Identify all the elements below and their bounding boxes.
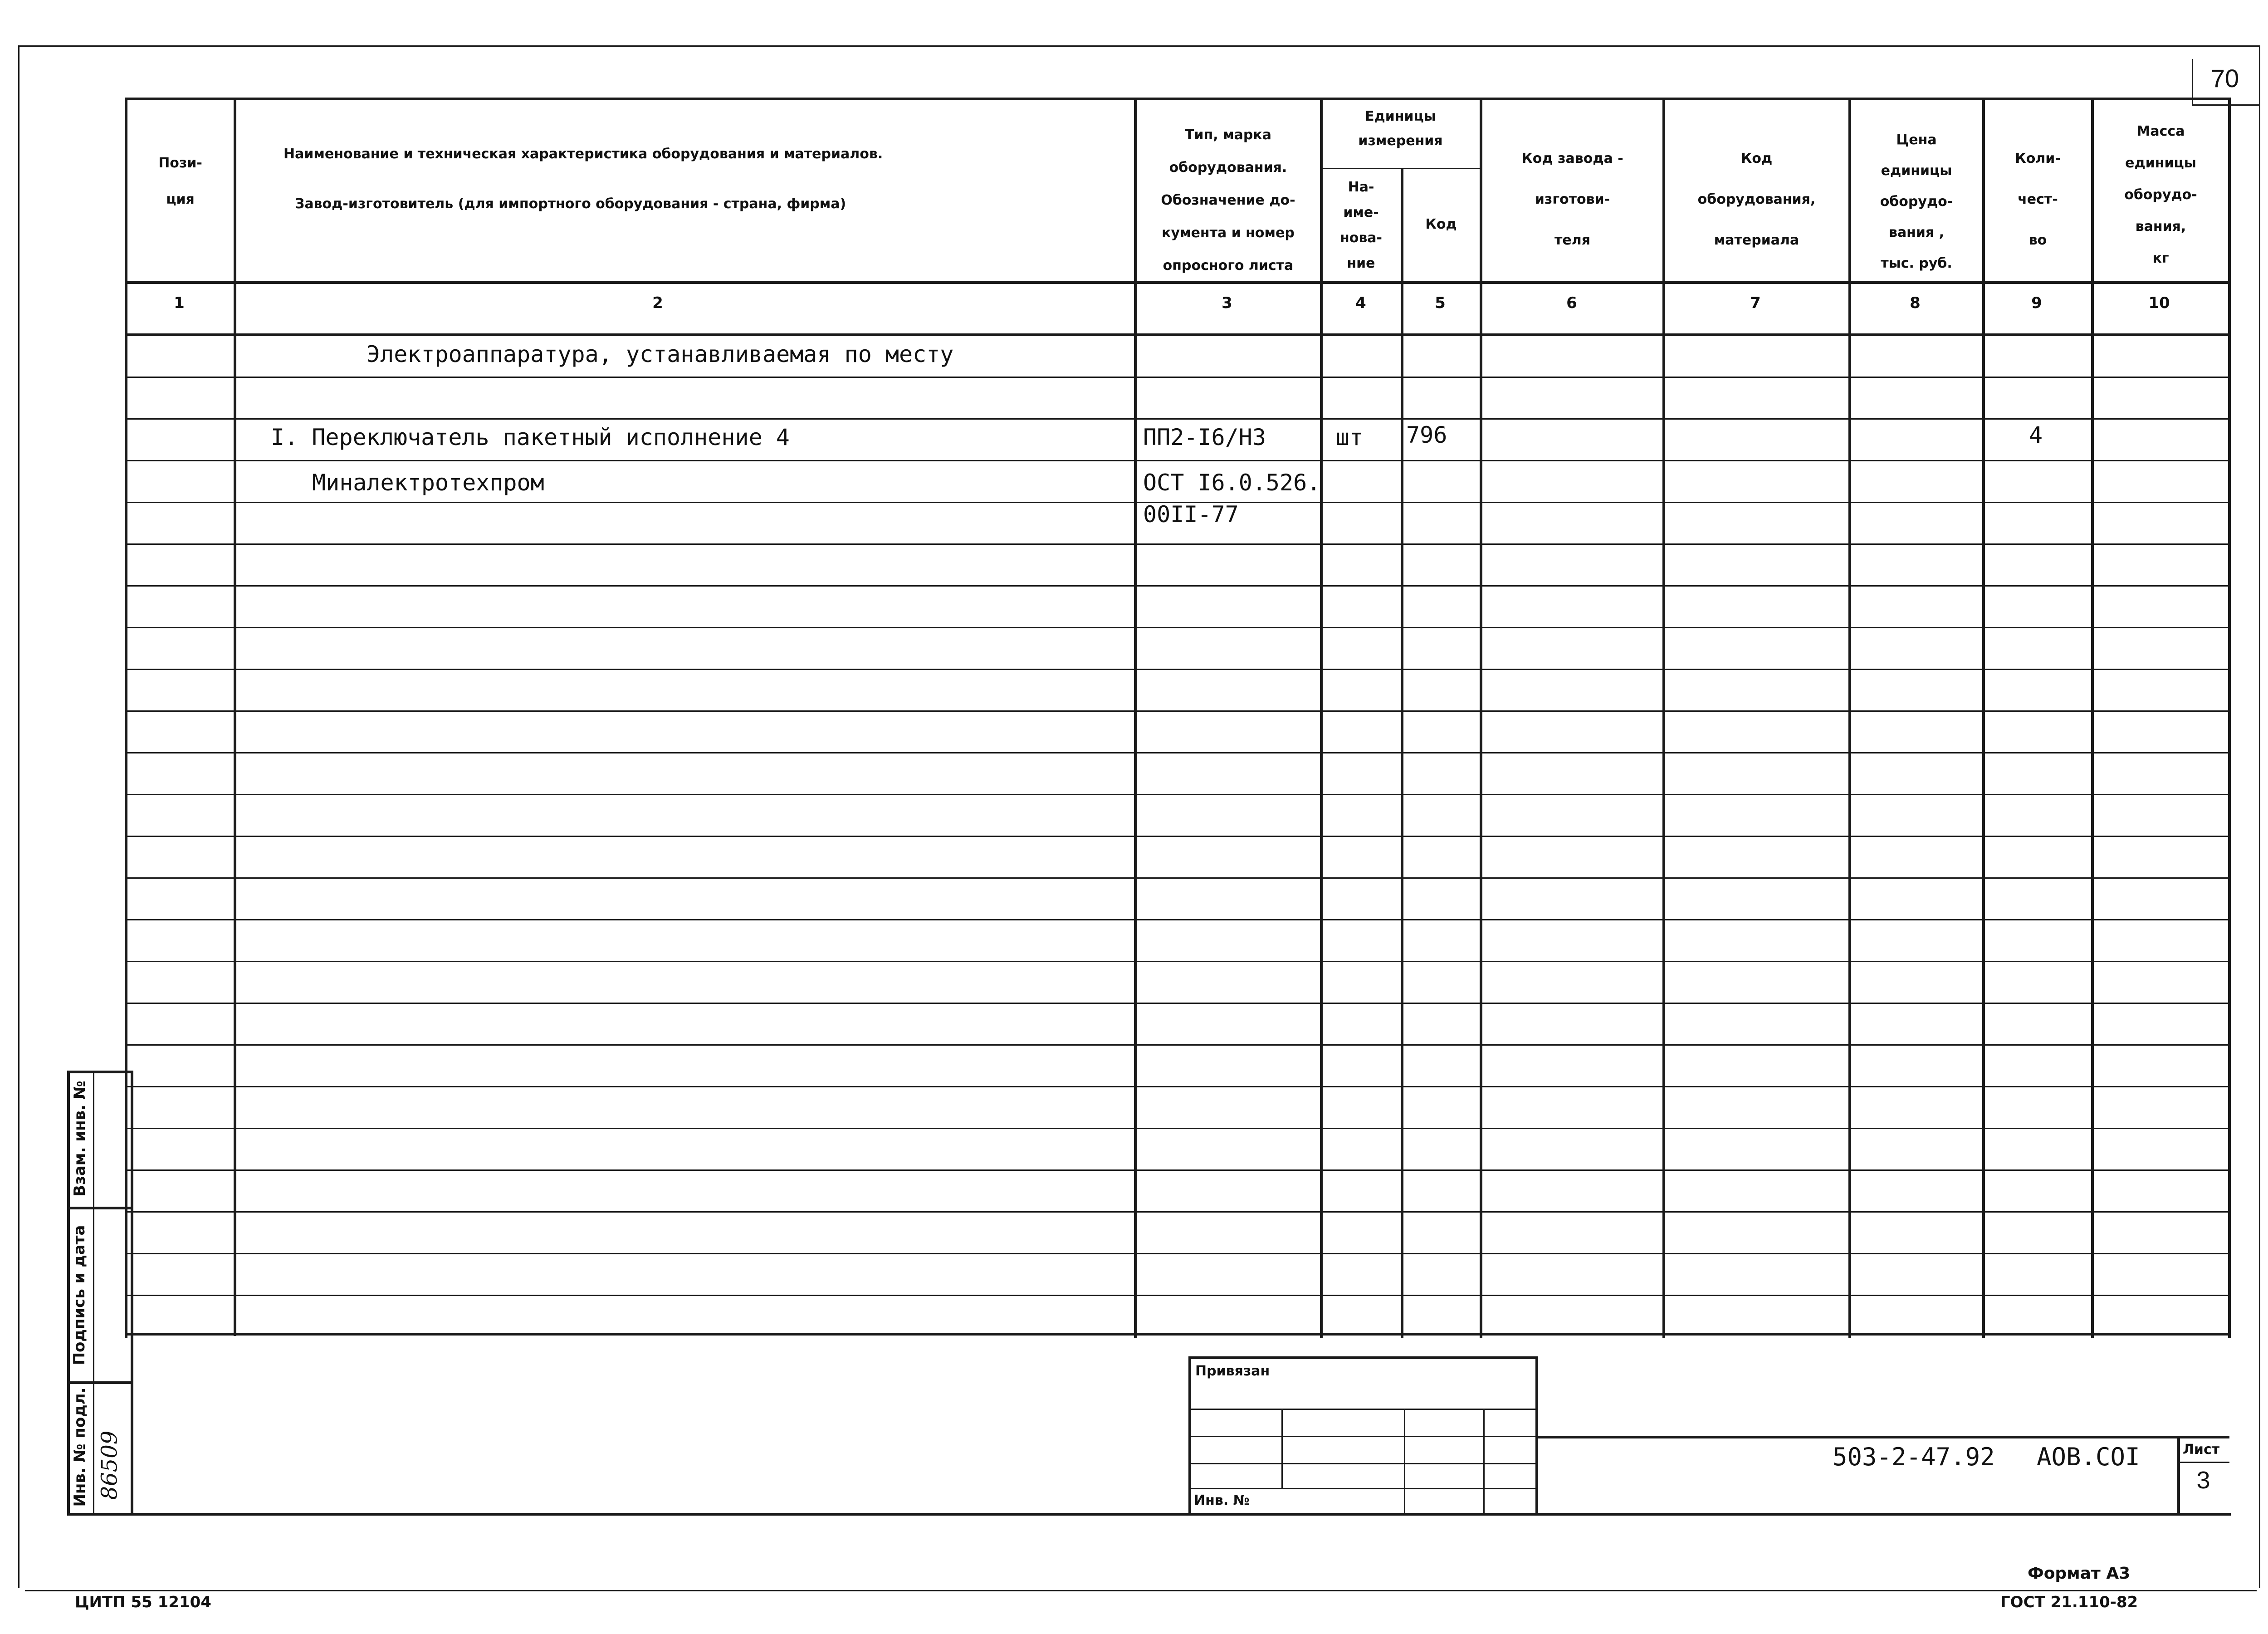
header-col3-line5: опросного листа [1163,258,1294,274]
item-maker: Миналектротехпром [312,470,544,496]
stamp-vline-1 [1281,1409,1283,1488]
col-line-1 [234,98,236,1336]
col-line-10 [2228,98,2231,1338]
body-row-rule [126,1086,2229,1087]
header-col3 [1136,119,1320,282]
header-col3-line3: Обозначение до- [1161,192,1295,208]
body-row-rule [126,1128,2229,1129]
sheet-cell-sep [2177,1462,2229,1463]
colnum-8: 8 [1910,294,1921,312]
body-row-rule [126,585,2229,587]
header-col9-line1: Коли- [2015,151,2061,166]
header-col8-line3: оборудо- [1880,194,1953,210]
side-label-podpis: Подпись и дата [70,1225,88,1365]
colnum-9: 9 [2031,294,2042,312]
colnum-5: 5 [1435,294,1446,312]
header-col5: Код [1425,216,1457,232]
col-line-3 [1320,98,1323,1338]
header-col10-line4: вания, [2135,219,2186,235]
colnum-10: 10 [2148,294,2170,312]
header-col3-line1: Тип, марка [1185,127,1271,143]
section-title: Электроаппаратура, устанавливаемая по месту [367,341,954,367]
header-col1-line1: Пози- [158,155,202,171]
item-doc-2: 00II-77 [1143,501,1239,528]
header-col9 [1984,138,2091,261]
header-col3-line2: оборудования. [1169,160,1287,176]
col-line-2 [1134,98,1137,1338]
body-row-rule [126,669,2229,670]
sheet-label: Лист [2183,1442,2220,1458]
units-subheader-line [1320,168,1480,169]
body-row-rule [126,794,2229,795]
table-top-line [125,98,2229,100]
body-row-rule [126,836,2229,837]
body-row-rule [126,961,2229,962]
col-line-8 [1982,98,1985,1338]
designation-code: АОВ.СОI [2037,1443,2140,1471]
header-col2-line1: Наименование и техническая характеристика оборудования и материалов. [284,146,883,162]
body-row-rule [126,1253,2229,1254]
outer-left-line [18,45,20,1588]
item-code: 796 [1406,422,1447,448]
body-row-rule [126,1003,2229,1004]
header-col4-line4: ние [1347,255,1375,271]
body-row-rule [126,543,2229,545]
colnum-3: 3 [1222,294,1232,312]
stamp-vline-3 [1483,1409,1485,1513]
body-row-rule [126,460,2229,461]
stamp-line-3 [1188,1463,1538,1464]
header-col4-line3: нова- [1339,230,1383,246]
col-line-6 [1662,98,1665,1338]
body-row-rule [126,1169,2229,1171]
sheet-number-top: 70 [2210,64,2239,93]
colnum-1: 1 [174,294,185,312]
designation: 503-2-47.92 [1833,1443,1995,1471]
header-col8-line2: единицы [1881,163,1952,179]
footer-left-code: ЦИТП 55 12104 [75,1593,211,1611]
designation-top [1535,1436,2229,1438]
footer-right-code: ГОСТ 21.110-82 [2000,1593,2138,1611]
header-col1-line2: ция [166,191,195,207]
footer-format: Формат А3 [2028,1564,2131,1583]
header-col1 [127,145,234,218]
item-type: ПП2-I6/Н3 [1143,424,1266,450]
side-strip-right [131,1071,133,1513]
body-row-rule [126,1295,2229,1296]
outer-top-line [18,45,2259,47]
header-col10-line1: Масса [2136,123,2185,139]
bottom-frame-line [67,1513,2231,1516]
header-units [1322,104,1479,153]
colnum-6: 6 [1566,294,1577,312]
stamp-left [1188,1356,1191,1513]
header-col7 [1665,138,1848,261]
sheet-value: 3 [2196,1467,2210,1494]
inv-podl-value: 86509 [97,1430,122,1500]
header-col6 [1482,138,1662,261]
header-col10-line5: кг [2152,250,2169,266]
side-label-inv-podl: Инв. № подл. [71,1387,89,1507]
item-unit: шт [1336,424,1364,450]
colnum-4: 4 [1355,294,1366,312]
colnum-bottom-line [125,333,2229,336]
header-col8-line5: тыс. руб. [1881,255,1952,271]
header-col7-line1: Код [1740,151,1773,166]
side-label-vzam: Взам. инв. № [71,1081,89,1197]
stamp-inv-no: Инв. № [1194,1492,1250,1508]
header-col10-line3: оборудо- [2124,187,2197,203]
body-row-rule [126,877,2229,879]
outer-right-line [2259,45,2260,1588]
colnum-2: 2 [652,294,663,312]
side-strip-left [67,1071,70,1513]
body-row-rule [126,627,2229,628]
header-col4-line1: На- [1348,179,1374,195]
header-col6-line1: Код завода - [1521,151,1623,166]
body-row-rule [126,1044,2229,1046]
header-col6-line3: теля [1554,232,1590,248]
body-row-rule [126,710,2229,712]
item-name: I. Переключатель пакетный исполнение 4 [271,424,790,450]
header-col3-line4: кумента и номер [1162,225,1295,241]
stamp-line-1 [1188,1409,1538,1410]
header-col7-line2: оборудования, [1697,191,1816,207]
item-qty: 4 [2029,422,2043,448]
stamp-line-2 [1188,1436,1538,1437]
col-line-9 [2091,98,2094,1338]
stamp-right [1535,1356,1538,1513]
body-row-rule [126,752,2229,753]
item-doc-1: ОСТ I6.0.526. [1143,470,1321,496]
header-col10-line2: единицы [2125,155,2196,171]
header-units-line1: Единицы [1365,108,1436,124]
header-col4-line2: име- [1343,205,1379,220]
header-col8 [1851,125,1982,279]
header-col2-line2: Завод-изготовитель (для импортного оборудования - страна, фирма) [295,196,846,212]
header-col10 [2093,116,2228,274]
stamp-vline-2 [1404,1409,1405,1513]
header-col8-line4: вания , [1888,225,1945,240]
stamp-line-4 [1188,1488,1538,1489]
header-col8-line1: Цена [1896,132,1937,148]
col-line-0 [125,98,127,1338]
header-col4 [1321,175,1401,276]
outer-bottom-line [25,1590,2257,1591]
table-bottom-line [125,1333,2229,1336]
body-row-rule [126,377,2229,378]
colnum-7: 7 [1750,294,1761,312]
col-line-7 [1848,98,1851,1338]
inv-podl-value-box [89,1424,130,1506]
body-row-rule [126,919,2229,920]
header-col7-line3: материала [1714,232,1799,248]
header-col9-line3: во [2028,232,2047,248]
header-units-line2: измерения [1358,133,1443,149]
col-line-5 [1480,98,1482,1338]
stamp-top [1188,1356,1538,1359]
header-col6-line2: изготови- [1535,191,1610,207]
header-col9-line2: чест- [2018,191,2058,207]
body-row-rule [126,418,2229,420]
sheet-box-bottom [2192,104,2259,106]
body-row-rule [126,1211,2229,1213]
stamp-privyazan: Привязан [1195,1363,1270,1379]
